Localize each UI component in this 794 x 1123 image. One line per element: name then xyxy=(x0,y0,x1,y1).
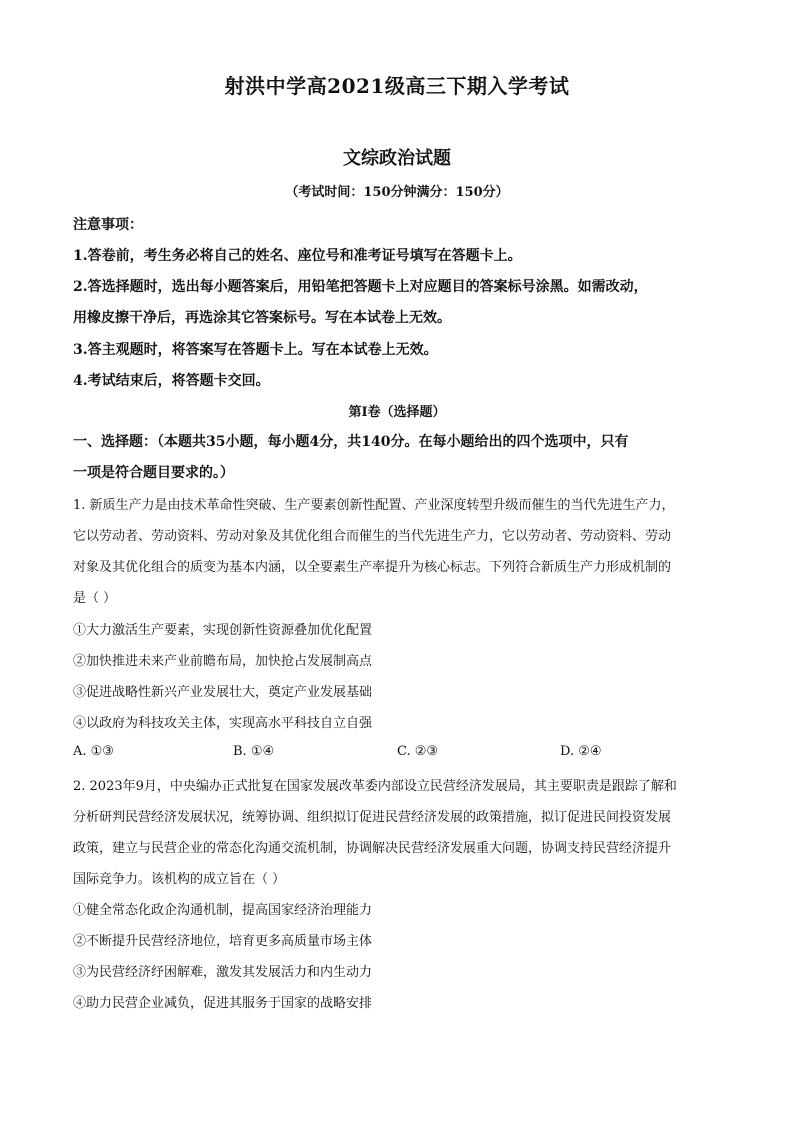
question-2-stem: 分析研判民营经济发展状况，统筹协调、组织拟订促进民营经济发展的政策措施，拟订促进民间投资发展 xyxy=(73,810,672,825)
question-1-stem: 1. 新质生产力是由技术革命性突破、生产要素创新性配置、产业深度转型升级而催生的当代先进生产力， xyxy=(73,498,675,513)
question-1-statement: ③促进战略性新兴产业发展壮大，奠定产业发展基础 xyxy=(73,685,373,700)
section-instruction: 一项是符合题目要求的。） xyxy=(73,465,234,481)
question-1-statement: ①大力激活生产要素，实现创新性资源叠加优化配置 xyxy=(73,623,373,638)
question-2-statement: ②不断提升民营经济地位，培育更多高质量市场主体 xyxy=(73,934,373,949)
question-1-stem: 它以劳动者、劳动资料、劳动对象及其优化组合而催生的当代先进生产力，它以劳动者、劳动资料、劳动 xyxy=(73,529,672,544)
question-1-option-b: B. ①④ xyxy=(233,744,275,759)
question-1-statement: ②加快推进未来产业前瞻布局，加快抢占发展制高点 xyxy=(73,654,373,669)
question-1-option-d: D. ②④ xyxy=(560,744,602,759)
question-2-statement: ③为民营经济纾困解难，激发其发展活力和内生动力 xyxy=(73,965,373,980)
question-1-option-a: A. ①③ xyxy=(73,744,114,759)
notice-line: 用橡皮擦干净后，再选涂其它答案标号。写在本试卷上无效。 xyxy=(73,310,451,326)
section-instruction: 一、选择题：（本题共35小题，每小题4分，共140分。在每小题给出的四个选项中，只有 xyxy=(73,434,629,450)
section-title: 第Ⅰ卷（选择题） xyxy=(348,405,446,420)
question-1-statement: ④以政府为科技攻关主体，实现高水平科技自立自强 xyxy=(73,716,373,731)
subject-title: 文综政治试题 xyxy=(343,148,451,169)
notice-line: 2.答选择题时，选出每小题答案后，用铅笔把答题卡上对应题目的答案标号涂黑。如需改动， xyxy=(73,279,648,295)
question-1-stem: 是（ ） xyxy=(73,591,117,606)
notice-heading: 注意事项： xyxy=(73,217,143,233)
exam-info: （考试时间：150分钟满分：150分） xyxy=(285,185,509,200)
notice-line: 4.考试结束后，将答题卡交回。 xyxy=(73,373,270,389)
question-2-statement: ①健全常态化政企沟通机制，提高国家经济治理能力 xyxy=(73,903,373,918)
exam-title: 射洪中学高2021级高三下期入学考试 xyxy=(224,74,570,98)
question-2-stem: 国际竞争力。该机构的成立旨在（ ） xyxy=(73,872,286,887)
question-1-option-c: C. ②③ xyxy=(397,744,439,759)
question-2-statement: ④助力民营企业减负，促进其服务于国家的战略安排 xyxy=(73,996,373,1011)
question-2-stem: 政策，建立与民营企业的常态化沟通交流机制，协调解决民营经济发展重大问题，协调支持民营经济提升 xyxy=(73,841,672,856)
question-1-stem: 对象及其优化组合的质变为基本内涵，以全要素生产率提升为核心标志。下列符合新质生产力形成机制的 xyxy=(73,560,672,575)
question-2-stem: 2. 2023年9月，中央编办正式批复在国家发展改革委内部设立民营经济发展局，其主要职责是跟踪了解和 xyxy=(73,779,677,794)
notice-line: 3.答主观题时，将答案写在答题卡上。写在本试卷上无效。 xyxy=(73,342,438,358)
notice-line: 1.答卷前，考生务必将自己的姓名、座位号和准考证号填写在答题卡上。 xyxy=(73,248,522,264)
